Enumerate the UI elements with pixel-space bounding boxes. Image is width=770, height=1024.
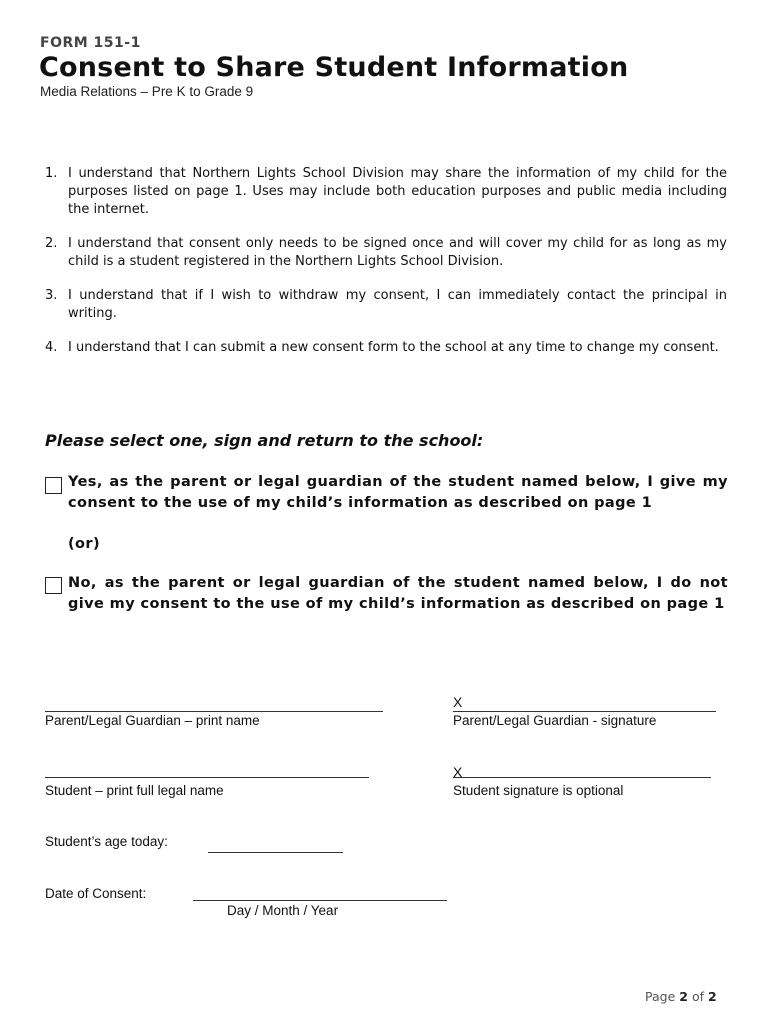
- form-number: FORM 151-1: [40, 35, 141, 51]
- statement-text: I understand that if I wish to withdraw my consent, I can immediately contact the principal in writing.: [68, 288, 727, 321]
- statement-number: 1.: [45, 166, 58, 181]
- page-total: 2: [707, 989, 717, 1004]
- statement-number: 3.: [45, 288, 58, 303]
- date-of-consent-input-line[interactable]: [193, 900, 447, 901]
- date-of-consent-label: Date of Consent:: [45, 886, 147, 901]
- date-format-hint: Day / Month / Year: [227, 903, 339, 918]
- page-subtitle: Media Relations – Pre K to Grade 9: [40, 84, 254, 99]
- page-current: 2: [679, 989, 688, 1004]
- statement-text: I understand that consent only needs to be signed once and will cover my child for as long as my child is a student registered in the Northern Lights School Division.: [68, 236, 727, 269]
- guardian-name-input-line[interactable]: [45, 711, 383, 712]
- page-number: [645, 989, 717, 1004]
- student-signature-input-line[interactable]: [453, 777, 711, 778]
- list-item: [45, 235, 727, 271]
- statement-text: I understand that Northern Lights School Division may share the information of my child for the purposes listed on page 1. Uses may include both education purposes and public media including the internet.: [68, 166, 727, 217]
- consent-yes-checkbox[interactable]: [45, 477, 62, 494]
- student-name-input-line[interactable]: [45, 777, 369, 778]
- consent-no-label: No, as the parent or legal guardian of the student named below, I do not give my consent to the use of my child’s information as described on page 1: [68, 575, 728, 612]
- guardian-signature-x: X: [453, 694, 463, 710]
- page-of-word: of: [691, 989, 704, 1004]
- guardian-name-label: Parent/Legal Guardian – print name: [45, 713, 260, 728]
- page-word: Page: [645, 989, 676, 1004]
- student-age-label: Student’s age today:: [45, 834, 168, 849]
- selection-instruction: Please select one, sign and return to the school:: [45, 431, 484, 450]
- consent-yes-label: Yes, as the parent or legal guardian of the student named below, I give my consent to the use of my child’s information as described on page 1: [68, 474, 728, 511]
- student-name-label: Student – print full legal name: [45, 783, 224, 798]
- statement-text: I understand that I can submit a new consent form to the school at any time to change my consent.: [68, 340, 719, 355]
- list-item: [45, 287, 727, 323]
- statement-number: 4.: [45, 340, 58, 355]
- or-separator: (or): [68, 536, 100, 552]
- list-item: [45, 339, 727, 357]
- student-signature-x: X: [453, 764, 463, 780]
- statement-number: 2.: [45, 236, 58, 251]
- list-item: [45, 165, 727, 219]
- page-title: Consent to Share Student Information: [39, 52, 629, 83]
- guardian-signature-label: Parent/Legal Guardian - signature: [453, 713, 657, 728]
- consent-no-checkbox[interactable]: [45, 577, 62, 594]
- guardian-signature-input-line[interactable]: [453, 711, 716, 712]
- student-age-input-line[interactable]: [208, 852, 343, 853]
- consent-statements-list: [45, 165, 727, 373]
- student-signature-label: Student signature is optional: [453, 783, 624, 798]
